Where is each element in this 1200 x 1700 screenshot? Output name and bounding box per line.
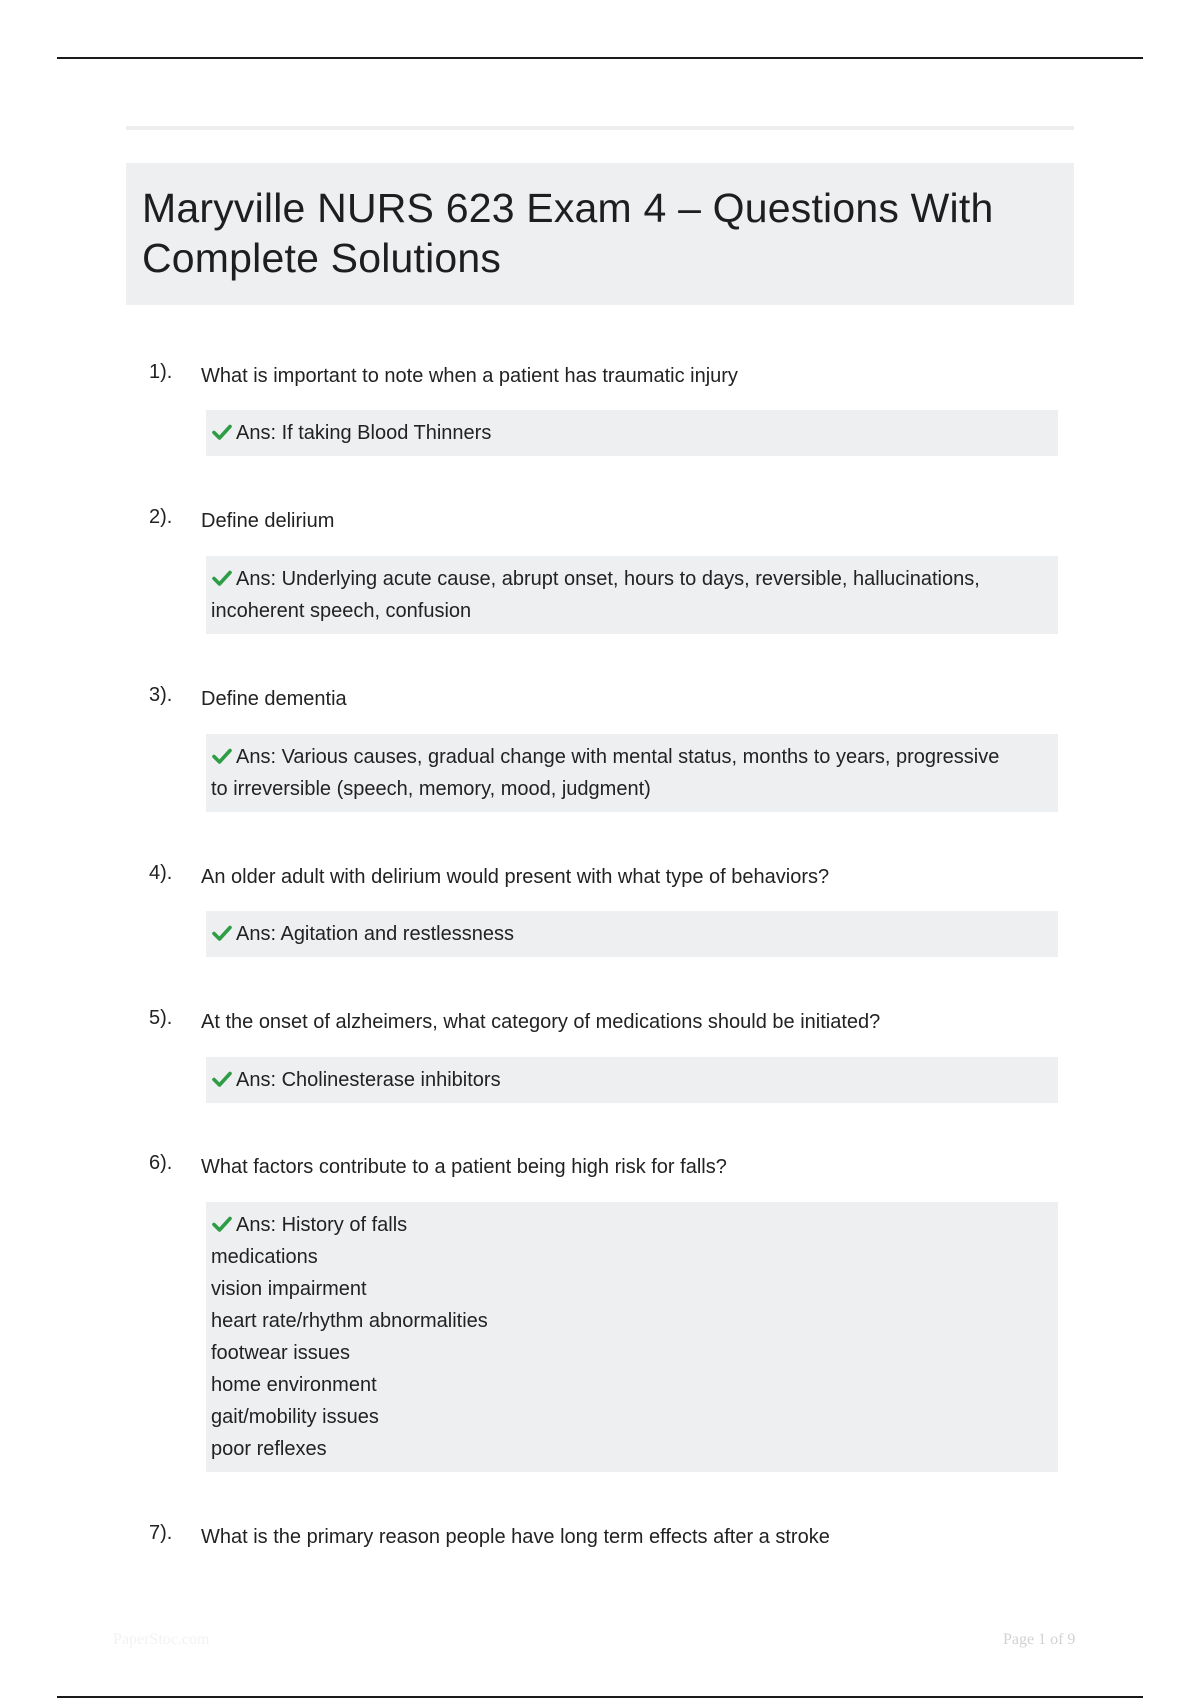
answer-line: poor reflexes bbox=[211, 1438, 327, 1460]
page-title-line2: Complete Solutions bbox=[142, 235, 502, 281]
answer-line: home environment bbox=[211, 1374, 377, 1396]
bottom-rule bbox=[57, 1696, 1143, 1698]
check-icon bbox=[211, 423, 233, 441]
answer-line: vision impairment bbox=[211, 1278, 367, 1300]
check-icon bbox=[211, 924, 233, 942]
check-icon bbox=[211, 569, 233, 587]
answer-box bbox=[206, 410, 1058, 456]
page-number: Page 1 of 9 bbox=[1003, 1631, 1076, 1648]
answer-line: Ans: Cholinesterase inhibitors bbox=[211, 1064, 1046, 1096]
answer-line: gait/mobility issues bbox=[211, 1406, 379, 1428]
question-number: 4). bbox=[149, 862, 173, 884]
answer-line: Ans: If taking Blood Thinners bbox=[211, 417, 1046, 449]
question-text: At the onset of alzheimers, what category of medications should be initiated? bbox=[201, 1011, 881, 1033]
answer-line: Ans: Agitation and restlessness bbox=[211, 918, 1046, 950]
check-icon bbox=[211, 747, 233, 765]
question-number: 6). bbox=[149, 1152, 173, 1174]
top-rule bbox=[57, 57, 1143, 59]
check-icon bbox=[211, 1215, 233, 1233]
answer-line: Ans: History of falls bbox=[211, 1209, 1046, 1241]
answer-box bbox=[206, 1202, 1058, 1472]
question-number: 1). bbox=[149, 361, 173, 383]
answer-box bbox=[206, 734, 1058, 812]
question-number: 7). bbox=[149, 1522, 173, 1544]
question-text: What is important to note when a patient has traumatic injury bbox=[201, 365, 738, 387]
question-text: Define dementia bbox=[201, 688, 347, 710]
answer-line: Ans: Underlying acute cause, abrupt onset, hours to days, reversible, hallucinations, bbox=[211, 563, 1046, 595]
answer-line: footwear issues bbox=[211, 1342, 350, 1364]
answer-box bbox=[206, 556, 1058, 634]
answer-line: incoherent speech, confusion bbox=[211, 600, 472, 622]
header-separator bbox=[126, 126, 1074, 130]
answer-line: to irreversible (speech, memory, mood, judgment) bbox=[211, 778, 651, 800]
question-text: Define delirium bbox=[201, 510, 335, 532]
question-number: 2). bbox=[149, 506, 173, 528]
page-title bbox=[142, 183, 1058, 283]
answer-box bbox=[206, 911, 1058, 957]
page-title-line1: Maryville NURS 623 Exam 4 – Questions With bbox=[142, 185, 994, 231]
question-number: 3). bbox=[149, 684, 173, 706]
title-banner bbox=[126, 163, 1074, 305]
answer-box bbox=[206, 1057, 1058, 1103]
question-number: 5). bbox=[149, 1007, 173, 1029]
check-icon bbox=[211, 1070, 233, 1088]
answer-line: medications bbox=[211, 1246, 318, 1268]
watermark: PaperStoc.com bbox=[113, 1631, 210, 1648]
answer-line: heart rate/rhythm abnormalities bbox=[211, 1310, 488, 1332]
question-text: What factors contribute to a patient being high risk for falls? bbox=[201, 1156, 727, 1178]
question-text: What is the primary reason people have long term effects after a stroke bbox=[201, 1526, 830, 1548]
answer-line: Ans: Various causes, gradual change with mental status, months to years, progressive bbox=[211, 741, 1046, 773]
question-text: An older adult with delirium would present with what type of behaviors? bbox=[201, 866, 830, 888]
